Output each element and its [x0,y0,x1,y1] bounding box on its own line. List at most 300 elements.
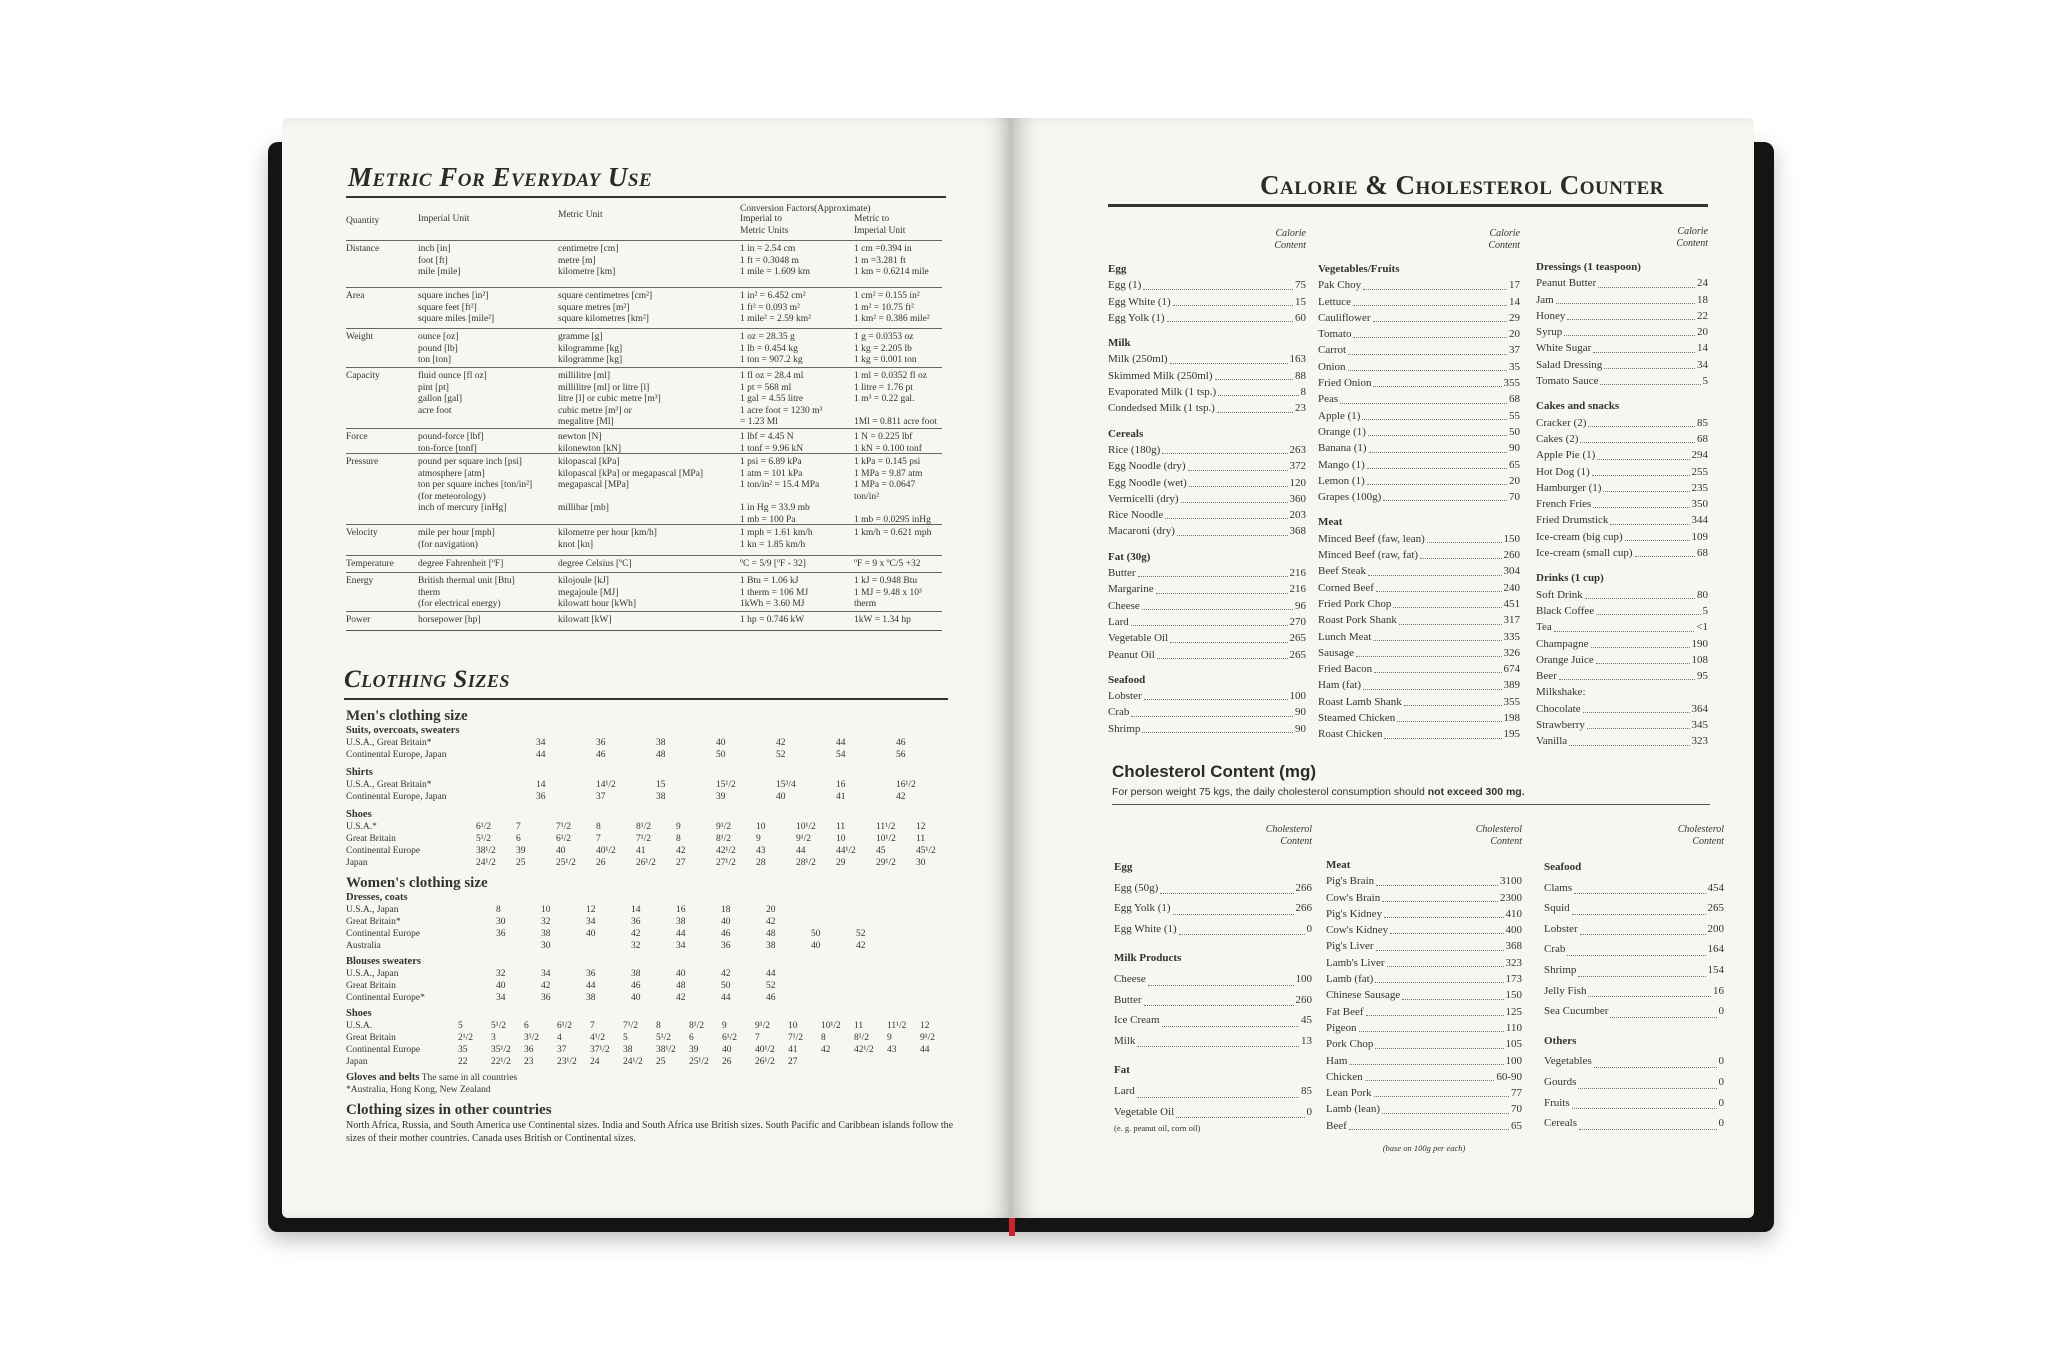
food-item [1108,384,1306,400]
metric-row [346,428,942,453]
food-item [1536,587,1708,603]
metric-row [346,572,942,611]
chol-col-1-list [1114,857,1312,1122]
size-value: 41 [836,792,846,802]
leader-dots [1387,955,1504,967]
metric-row [346,287,942,328]
food-name: Strawberry [1536,719,1585,732]
food-item [1318,563,1520,579]
food-value: 8 [1300,386,1306,399]
food-name: Hot Dog (1) [1536,465,1590,478]
calorie-header-2: Calorie Content [1488,228,1520,251]
size-value: 38 [656,792,666,802]
size-value: 14 [536,780,546,790]
food-name: Soft Drink [1536,588,1583,601]
chol-header-2: Cholesterol Content [1475,824,1522,847]
metric-met-to-imp: 1 N = 0.225 lbf 1 kN = 0.100 tonf [854,432,922,454]
size-value: 26 [596,858,606,868]
food-name: Lean Pork [1326,1087,1372,1100]
mens-shirts-title: Shirts [346,767,373,778]
food-name: Sea Cucumber [1544,1005,1609,1018]
chol-col-3-list [1544,857,1724,1134]
size-value: 40 [722,1045,732,1055]
leader-dots [1604,357,1695,369]
food-value: 173 [1505,973,1522,986]
food-item [1536,480,1708,496]
size-label: Japan [346,1057,368,1067]
food-value: 22 [1697,309,1708,322]
metric-quantity: Pressure [346,457,379,467]
header-quantity: Quantity [346,216,380,226]
size-value: 9 [722,1021,727,1031]
size-value: 40¹/2 [596,846,616,856]
section-heading: Fat (30g) [1108,550,1151,563]
food-name: Crab [1108,706,1130,719]
size-row [346,928,966,940]
food-value: 90 [1295,722,1306,735]
food-value: 368 [1505,940,1522,953]
leader-dots [1138,565,1288,577]
metric-imp-to-met: 1 oz = 28.35 g 1 lb = 0.454 kg 1 ton = 907.2 kg [740,332,803,365]
size-value: 28¹/2 [796,858,816,868]
size-label: Great Britain [346,1033,396,1043]
leader-dots [1217,400,1293,412]
food-name: Steamed Chicken [1318,712,1396,725]
other-countries-text: North Africa, Russia, and South America use Continental sizes. India and South Africa use British sizes. South Pacific and Caribbean islands follow the sizes of their mother countries. Canada uses British or Continental sizes. [346,1120,954,1144]
food-value: 451 [1503,597,1520,610]
gloves-line [346,1072,966,1084]
leader-dots [1188,458,1288,470]
womens-blouses-title: Blouses sweaters [346,956,421,967]
food-name: Beef Steak [1318,565,1366,578]
food-name: Chinese Sausage [1326,989,1401,1002]
size-value: 8¹/2 [636,822,651,832]
food-value: 200 [1707,922,1724,935]
food-item [1326,1118,1522,1134]
food-name: Butter [1108,567,1136,580]
food-item [1318,359,1520,375]
size-value: 6 [524,1021,529,1031]
food-value: 216 [1289,583,1306,596]
leader-dots [1572,1093,1717,1110]
food-value: 163 [1289,353,1306,366]
size-value: 44¹/2 [836,846,856,856]
food-value: 16 [1713,984,1724,997]
food-name: Orange (1) [1318,425,1366,438]
leader-dots [1353,326,1507,338]
food-value: 75 [1295,279,1306,292]
food-value: 154 [1707,963,1724,976]
food-item [1326,987,1522,1003]
food-name: Cow's Kidney [1326,924,1389,937]
metric-met-to-imp: 1 kPa = 0.145 psi 1 MPa = 9.87 atm 1 MPa = 0.0647 ton/in² 1 mb = 0.0295 inHg [854,457,931,525]
leader-dots [1368,424,1507,436]
size-value: 39 [716,792,726,802]
food-value: 15 [1295,295,1306,308]
size-value: 32 [496,969,506,979]
food-item [1318,580,1520,596]
leader-dots [1157,647,1288,659]
food-value: 18 [1697,293,1708,306]
food-item [1318,440,1520,456]
size-value: 50 [716,750,726,760]
size-value: 38¹/2 [656,1045,676,1055]
size-value: 42 [721,969,731,979]
food-item [1536,357,1708,373]
header-imperial: Imperial Unit [418,214,470,224]
food-name: Peas [1318,393,1339,406]
metric-imperial-unit: British thermal unit [Btu] therm (for electrical energy) [418,576,515,609]
size-value: 50 [811,929,821,939]
food-name: Milkshake: [1536,686,1586,699]
metric-metric-unit: kilopascal [kPa] kilopascal [kPa] or megapascal [MPa] megapascal [MPa] millibar [mb] [558,457,704,513]
food-name: Fried Drumstick [1536,514,1609,527]
food-name: Crab [1544,943,1566,956]
food-item [1536,603,1708,619]
food-name: Skimmed Milk (250ml) [1108,369,1213,382]
food-name: Clams [1544,881,1573,894]
leader-dots [1374,661,1501,673]
food-value: 20 [1697,326,1708,339]
food-name: Corned Beef [1318,581,1374,594]
size-value: 42 [631,929,641,939]
size-value: 38 [766,941,776,951]
size-value: 7 [596,834,601,844]
food-item [1536,652,1708,668]
food-value: 60 [1295,311,1306,324]
size-value: 8 [821,1033,826,1043]
metric-quantity: Energy [346,576,374,586]
size-value: 48 [676,981,686,991]
food-value: 17 [1509,279,1520,292]
leader-dots [1356,645,1501,657]
food-item [1536,733,1708,749]
size-value: 14¹/2 [596,780,616,790]
leader-dots [1580,919,1706,936]
food-name: Butter [1114,993,1142,1006]
section-heading: Cereals [1108,427,1144,440]
size-value: 46 [721,929,731,939]
leader-dots [1173,294,1293,306]
food-item [1318,326,1520,342]
metric-metric-unit: kilowatt [kW] [558,615,612,625]
leader-dots [1142,598,1293,610]
leader-dots [1363,277,1507,289]
food-name: Pak Choy [1318,279,1362,292]
leader-dots [1397,710,1501,722]
food-value: 100 [1505,1054,1522,1067]
food-name: Chicken [1326,1070,1363,1083]
leader-dots [1593,496,1689,508]
cholesterol-note [1112,786,1525,798]
size-value: 10¹/2 [821,1021,841,1031]
size-value: 11¹/2 [876,822,896,832]
food-item [1108,688,1306,704]
size-row [346,845,966,857]
food-item [1108,475,1306,491]
size-value: 52 [766,981,776,991]
size-value: 6¹/2 [722,1033,737,1043]
food-value: 3100 [1500,875,1522,888]
size-value: 56 [896,750,906,760]
food-item [1318,612,1520,628]
food-item [1536,447,1708,463]
food-item [1326,938,1522,954]
food-name: Tea [1536,621,1552,634]
size-value: 10 [788,1021,798,1031]
food-value: 68 [1697,432,1708,445]
metric-met-to-imp: 1 cm =0.394 in 1 m =3.281 ft 1 km = 0.6214 mile [854,244,929,277]
food-item [1544,1072,1724,1093]
metric-quantity: Power [346,615,371,625]
food-value: 265 [1289,648,1306,661]
leader-dots [1215,368,1294,380]
food-item [1108,368,1306,384]
leader-dots [1375,971,1503,983]
metric-quantity: Velocity [346,528,378,538]
leader-dots [1427,531,1502,543]
size-label: U.S.A., Great Britain* [346,780,432,790]
header-metric: Metric Unit [558,210,603,220]
size-row [346,737,966,749]
leader-dots [1181,491,1288,503]
metric-quantity: Distance [346,244,380,254]
food-name: Cereals [1544,1117,1577,1130]
metric-metric-unit: centimetre [cm] metre [m] kilometre [km] [558,244,619,277]
food-value: 65 [1511,1119,1522,1132]
food-item [1326,1053,1522,1069]
size-value: 22¹/2 [491,1057,511,1067]
food-name: Minced Beef (raw, fat) [1318,549,1419,562]
food-value: 108 [1691,653,1708,666]
metric-rows [346,240,942,631]
food-item [1536,464,1708,480]
leader-dots [1402,987,1503,999]
food-item [1536,340,1708,356]
leader-dots [1144,688,1288,700]
metric-imp-to-met: 1 mph = 1.61 km/h 1 kn = 1.85 km/h [740,528,813,550]
section-heading: Vegetables/Fruits [1318,263,1400,275]
food-name: Pig's Kidney [1326,907,1383,920]
leader-dots [1554,619,1695,631]
size-value: 52 [776,750,786,760]
food-value: 90 [1295,706,1306,719]
food-value: 190 [1691,637,1708,650]
chol-col-3 [1544,824,1724,1134]
leader-dots [1420,547,1501,559]
food-name: Macaroni (dry) [1108,525,1175,538]
size-value: 42 [821,1045,831,1055]
leader-dots [1610,1001,1716,1018]
size-value: 40 [586,929,596,939]
size-value: 12 [916,822,926,832]
food-name: Egg Noodle (dry) [1108,460,1186,473]
size-row [346,916,966,928]
calorie-col-1 [1108,228,1306,737]
leader-dots [1625,529,1690,541]
leader-dots [1578,1072,1716,1089]
size-value: 10 [541,905,551,915]
leader-dots [1635,545,1696,557]
leader-dots [1374,1085,1509,1097]
food-name: Beef [1326,1119,1347,1132]
size-label: Great Britain [346,981,396,991]
food-name: Roast Chicken [1318,728,1383,741]
size-label: U.S.A., Japan [346,905,399,915]
leader-dots [1162,442,1287,454]
food-name: Lemon (1) [1318,474,1365,487]
womens-blouses-table [346,968,966,1004]
food-name: Orange Juice [1536,653,1594,666]
size-value: 6¹/2 [557,1021,572,1031]
food-item [1536,324,1708,340]
cholesterol-note-text: For person weight 75 kgs, the daily cholesterol consumption should [1112,786,1428,798]
size-value: 8¹/2 [716,834,731,844]
food-name: Milk [1114,1034,1136,1047]
leader-dots [1603,480,1689,492]
leader-dots [1583,701,1690,713]
size-value: 4¹/2 [590,1033,605,1043]
leader-dots [1399,612,1502,624]
food-name: Vegetables [1544,1055,1592,1068]
mens-suits-title: Suits, overcoats, sweaters [346,725,460,736]
food-name: Lettuce [1318,295,1351,308]
section-heading: Seafood [1544,861,1582,873]
food-name: Lard [1114,1084,1135,1097]
chol-col-2-list [1326,857,1522,1134]
size-value: 26¹/2 [755,1057,775,1067]
size-value: 14 [631,905,641,915]
food-item [1326,1036,1522,1052]
size-value: 42 [676,846,686,856]
size-value: 46 [596,750,606,760]
size-value: 34 [536,738,546,748]
food-item [1108,721,1306,737]
size-value: 24¹/2 [623,1057,643,1067]
food-item [1108,565,1306,581]
food-item [1108,630,1306,646]
food-name: Honey [1536,309,1566,322]
leader-dots [1587,717,1690,729]
leader-dots [1365,1069,1495,1081]
leader-dots [1376,938,1504,950]
size-value: 7¹/2 [556,822,571,832]
food-value: 105 [1505,1038,1522,1051]
size-value: 39 [516,846,526,856]
leader-dots [1588,415,1695,427]
food-name: Lamb's Liver [1326,956,1385,969]
size-value: 5 [458,1021,463,1031]
food-item [1318,342,1520,358]
size-value: 10 [836,834,846,844]
leader-dots [1376,580,1502,592]
metric-imp-to-met: 1 psi = 6.89 kPa 1 atm = 101 kPa 1 ton/in² = 15.4 MPa 1 in Hg = 33.9 mb 1 mb = 100 Pa [740,457,820,525]
metric-met-to-imp: 1 km/h = 0.621 mph [854,528,932,538]
size-value: 50 [721,981,731,991]
food-name: Pigeon [1326,1021,1357,1034]
food-value: 45 [1301,1014,1312,1027]
size-row [346,940,966,952]
leader-dots [1137,1081,1299,1098]
food-value: 35 [1509,360,1520,373]
footnote: *Australia, Hong Kong, New Zealand [346,1085,491,1095]
metric-table-bottom-rule [346,630,942,631]
size-value: 36 [536,792,546,802]
size-value: 38 [586,993,596,1003]
leader-dots [1579,1113,1717,1130]
food-value: 95 [1697,670,1708,683]
size-value: 15 [656,780,666,790]
food-item [1536,701,1708,717]
size-value: 44 [796,846,806,856]
metric-imperial-unit: fluid ounce [fl oz] pint [pt] gallon [gal] acre foot [418,371,487,416]
calorie-col-2-list [1318,261,1520,743]
section-heading: Dressings (1 teaspoon) [1536,261,1641,273]
size-value: 16 [676,905,686,915]
food-item [1536,292,1708,308]
food-item [1318,277,1520,293]
food-value: 0 [1718,1005,1724,1018]
calorie-header-1: Calorie Content [1274,228,1306,251]
food-item [1318,726,1520,742]
food-value: 96 [1295,599,1306,612]
food-item [1114,898,1312,919]
food-item [1114,1081,1312,1102]
metric-met-to-imp: 1 kJ = 0.948 Btu 1 MJ = 9.48 x 10³ therm [854,576,922,609]
metric-table [346,204,942,631]
leader-dots [1142,721,1293,733]
womens-shoes-table [346,1020,966,1068]
food-item [1108,277,1306,293]
womens-dresses-title: Dresses, coats [346,892,408,903]
food-item [1326,1020,1522,1036]
size-value: 11 [854,1021,864,1031]
size-value: 36 [524,1045,534,1055]
size-value: 40 [811,941,821,951]
food-item [1318,391,1520,407]
gloves-text: The same in all countries [421,1073,518,1083]
header-met-to-imp: Metric to Imperial Unit [854,214,906,236]
leader-dots [1578,960,1705,977]
metric-imp-to-met: 1 lbf = 4.45 N 1 tonf = 9.96 kN [740,432,804,454]
food-name: Squid [1544,902,1570,915]
food-value: 317 [1503,614,1520,627]
size-row [346,980,966,992]
calorie-title-rule [1108,204,1708,207]
food-item [1108,491,1306,507]
size-value: 36 [721,941,731,951]
food-name: Apple (1) [1318,409,1361,422]
size-value: 44 [536,750,546,760]
metric-quantity: Weight [346,332,374,342]
chol-col-1-note: (e. g. peanut oil, corn oil) [1114,1123,1201,1134]
clothing-title-rule [344,698,948,700]
leader-dots [1592,464,1690,476]
leader-dots [1572,898,1706,915]
size-value: 9¹/2 [920,1033,935,1043]
food-value: 335 [1503,630,1520,643]
food-item [1108,507,1306,523]
food-value: 216 [1289,567,1306,580]
size-value: 9 [676,822,681,832]
food-value: 37 [1509,344,1520,357]
size-value: 24¹/2 [476,858,496,868]
food-value: 389 [1503,679,1520,692]
size-value: 7 [755,1033,760,1043]
leader-dots [1390,922,1503,934]
food-value: 29 [1509,311,1520,324]
food-name: Ham (fat) [1318,679,1362,692]
